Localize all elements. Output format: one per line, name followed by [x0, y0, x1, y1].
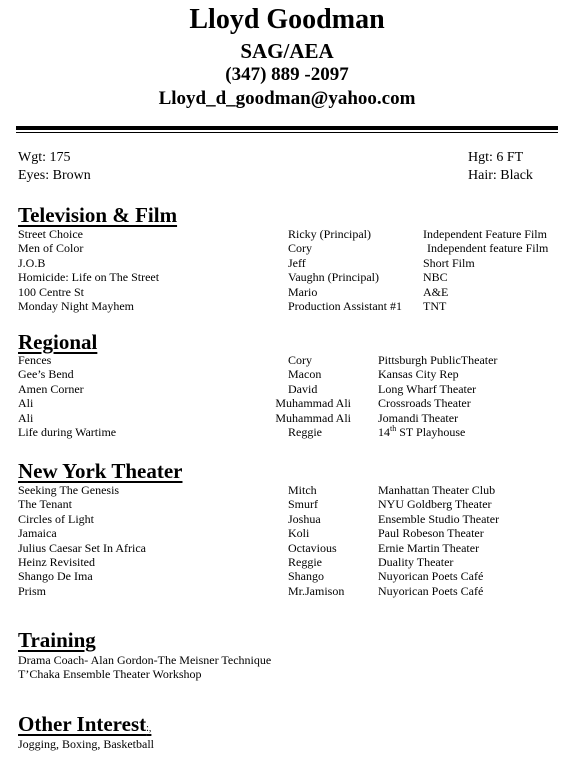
credit-company: Crossroads Theater	[378, 396, 471, 411]
credit-role: Mario	[288, 284, 318, 299]
credit-row	[0, 425, 574, 439]
credit-company: Duality Theater	[378, 555, 454, 569]
header-divider-thin	[16, 132, 558, 133]
section-title-ny-theater: New York Theater	[18, 459, 183, 483]
credit-company: Nuyorican Poets Café	[378, 569, 484, 584]
credit-title: Jamaica	[18, 526, 57, 541]
credit-company: A&E	[423, 284, 449, 299]
credit-title: Ali	[18, 396, 34, 411]
section-title-tv-film: Television & Film	[18, 203, 178, 227]
credit-company: Paul Robeson Theater	[378, 526, 484, 541]
credit-row	[0, 555, 574, 569]
height-stat: Hgt: 6 FT	[468, 150, 524, 165]
credit-row	[0, 411, 574, 425]
credit-role: Muhammad Ali	[275, 396, 351, 411]
credit-role: Muhammad Ali	[275, 410, 351, 425]
credit-row	[0, 256, 574, 270]
credit-row	[0, 483, 574, 497]
credit-title: Prism	[18, 583, 47, 598]
credit-row	[0, 541, 574, 555]
credit-company: Pittsburgh PublicTheater	[378, 353, 498, 367]
credit-role: Mitch	[288, 483, 317, 497]
credit-title: Life during Wartime	[18, 425, 117, 439]
credit-company: TNT	[423, 299, 447, 313]
credit-title: Gee’s Bend	[18, 367, 74, 382]
credit-row	[0, 526, 574, 540]
union-affiliation: SAG/AEA	[240, 39, 334, 63]
credit-role: Cory	[288, 241, 312, 256]
credit-row	[0, 382, 574, 396]
credit-role: Vaughn (Principal)	[288, 270, 379, 285]
venue-number: 14	[378, 425, 390, 439]
credit-title: 100 Centre St	[18, 284, 84, 299]
credit-role: Joshua	[288, 511, 321, 526]
credit-title: Street Choice	[18, 227, 83, 241]
credit-row	[0, 367, 574, 381]
phone-number: (347) 889 -2097	[225, 64, 349, 85]
credit-title: Amen Corner	[18, 381, 84, 396]
credit-company: Kansas City Rep	[378, 367, 459, 382]
credit-company: Jomandi Theater	[378, 410, 459, 425]
credit-role: Macon	[288, 367, 322, 382]
credit-role: Shango	[288, 569, 324, 584]
credit-row	[0, 227, 574, 241]
credit-row	[0, 270, 574, 284]
credit-title: Ali	[18, 410, 34, 425]
credit-role: Reggie	[288, 555, 322, 569]
section-title-training: Training	[18, 628, 96, 652]
credit-row	[0, 241, 574, 255]
hair-stat: Hair: Black	[468, 168, 533, 183]
credit-role: Production Assistant #1	[288, 299, 403, 313]
credit-row	[0, 396, 574, 410]
credit-title: J.O.B	[18, 255, 46, 270]
credit-row	[0, 569, 574, 583]
credit-role: Mr.Jamison	[288, 583, 345, 598]
credit-role: Smurf	[288, 497, 318, 512]
credit-role: Reggie	[288, 425, 322, 439]
training-line: Drama Coach- Alan Gordon-The Meisner Technique	[18, 653, 272, 667]
credit-role: Jeff	[288, 255, 306, 270]
credit-company: Ensemble Studio Theater	[378, 511, 500, 526]
credit-company: Manhattan Theater Club	[378, 483, 496, 497]
section-title-suffix: :,	[146, 723, 152, 734]
credit-row	[0, 353, 574, 367]
section-title-regional: Regional	[18, 330, 98, 354]
credit-row	[0, 285, 574, 299]
credit-role: Cory	[288, 353, 312, 367]
eyes-stat: Eyes: Brown	[18, 168, 91, 183]
credit-company: NBC	[423, 270, 448, 285]
credit-role: Octavious	[288, 540, 337, 555]
credit-company: Short Film	[423, 255, 475, 270]
credit-company	[378, 425, 465, 439]
credit-title: Men of Color	[18, 241, 84, 256]
credit-company: Long Wharf Theater	[378, 381, 477, 396]
credit-row	[0, 512, 574, 526]
section-title-text: Other Interest	[18, 712, 147, 736]
credit-title: Circles of Light	[18, 511, 94, 526]
weight-stat: Wgt: 175	[18, 150, 71, 165]
credit-title: Seeking The Genesis	[18, 483, 120, 497]
credit-title: Shango De Ima	[18, 569, 93, 584]
credit-company: Nuyorican Poets Café	[378, 583, 484, 598]
credit-role: Koli	[288, 526, 310, 541]
credit-company: Independent feature Film	[427, 241, 549, 256]
venue-name: ST Playhouse	[396, 425, 466, 439]
section-title-other-interest	[18, 714, 151, 735]
credit-title: The Tenant	[18, 497, 72, 512]
credit-company: Independent Feature Film	[423, 227, 547, 241]
credit-title: Monday Night Mayhem	[18, 299, 134, 313]
resume-name: Lloyd Goodman	[189, 4, 385, 35]
credit-title: Fences	[18, 353, 52, 367]
credit-title: Julius Caesar Set In Africa	[18, 540, 146, 555]
credit-row	[0, 497, 574, 511]
ordinal-suffix: th	[390, 424, 397, 433]
credit-company: Ernie Martin Theater	[378, 540, 480, 555]
interests-line: Jogging, Boxing, Basketball	[18, 737, 154, 751]
credit-row	[0, 584, 574, 598]
credit-role: Ricky (Principal)	[288, 227, 371, 241]
credit-role: David	[288, 381, 318, 396]
credit-title: Heinz Revisited	[18, 555, 95, 569]
training-line: T’Chaka Ensemble Theater Workshop	[18, 667, 202, 682]
email-address: Lloyd_d_goodman@yahoo.com	[158, 88, 416, 109]
header-divider-thick	[16, 126, 558, 130]
credit-row	[0, 299, 574, 313]
credit-title: Homicide: Life on The Street	[18, 270, 160, 285]
credit-company: NYU Goldberg Theater	[378, 497, 492, 512]
